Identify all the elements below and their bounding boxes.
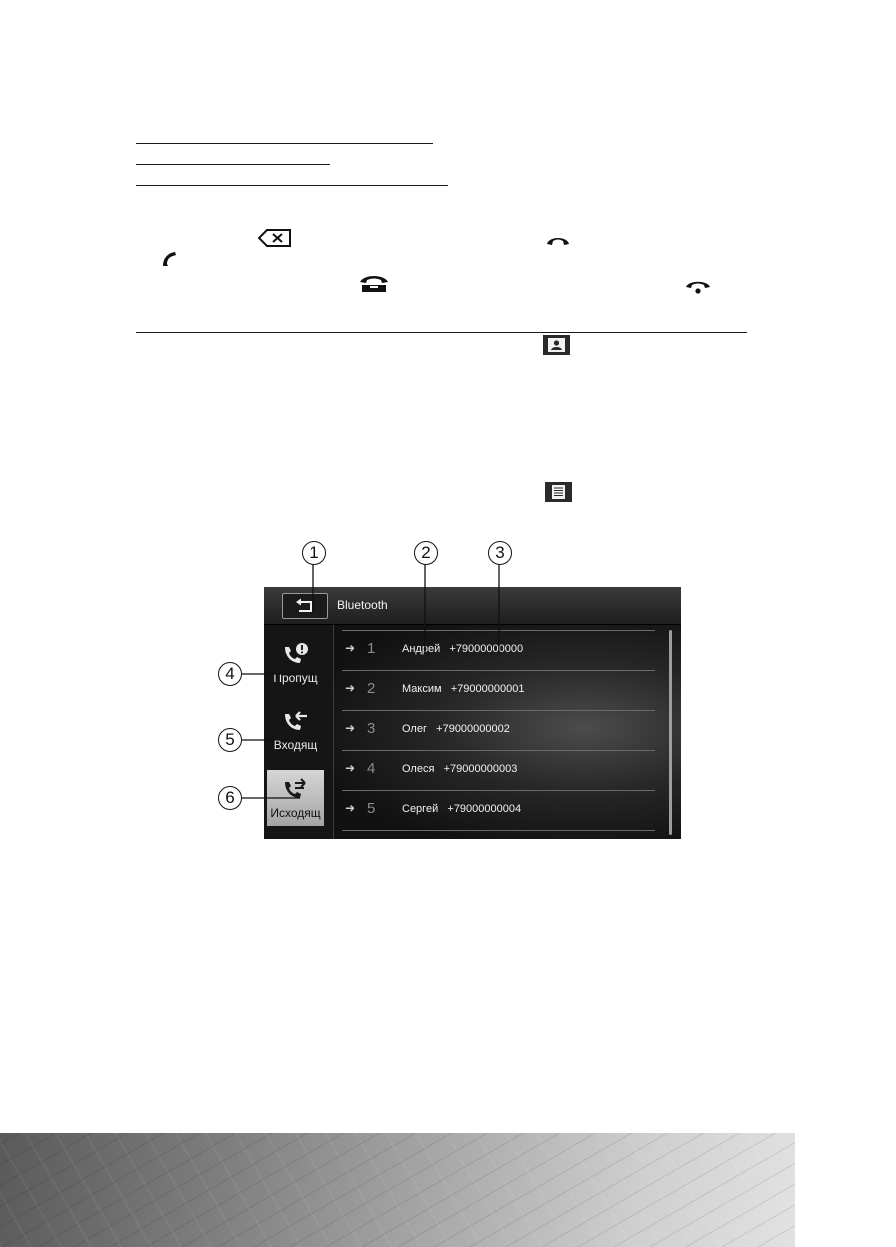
contact-name: Сергей +79000000004 — [402, 803, 522, 815]
callout-1: 1 — [302, 541, 326, 565]
contact-name: Андрей +79000000000 — [402, 643, 524, 655]
callout-6: 6 — [218, 786, 242, 810]
callout-3: 3 — [488, 541, 512, 565]
phone-number: +79000000001 — [450, 683, 525, 695]
sidebar-label: Пропущ — [273, 671, 318, 685]
outgoing-arrow-icon: ➜ — [345, 801, 356, 815]
phone-number: +79000000000 — [449, 643, 524, 655]
phone-number: +79000000004 — [447, 803, 522, 815]
call-index: 2 — [367, 680, 376, 697]
call-index: 4 — [367, 760, 376, 777]
call-index: 1 — [367, 640, 376, 657]
outgoing-arrow-icon: ➜ — [345, 721, 356, 735]
phone-number: +79000000002 — [436, 723, 510, 735]
contact-name: Максим +79000000001 — [402, 683, 525, 695]
phone-number: +79000000003 — [443, 763, 518, 775]
call-index: 5 — [367, 800, 376, 817]
contact-name: Олеся +79000000003 — [402, 763, 518, 775]
callout-4: 4 — [218, 662, 242, 686]
sidebar-label: Входящ — [273, 738, 318, 752]
screen-title: Bluetooth — [337, 598, 388, 612]
contact-name: Олег +79000000002 — [402, 723, 510, 735]
footer-decoration — [0, 1133, 795, 1247]
callout-5: 5 — [218, 728, 242, 752]
call-index: 3 — [367, 720, 376, 737]
outgoing-arrow-icon: ➜ — [345, 641, 356, 655]
sidebar-label: Исходящ — [270, 806, 321, 820]
callout-2: 2 — [414, 541, 438, 565]
outgoing-arrow-icon: ➜ — [345, 761, 356, 775]
outgoing-arrow-icon: ➜ — [345, 681, 356, 695]
